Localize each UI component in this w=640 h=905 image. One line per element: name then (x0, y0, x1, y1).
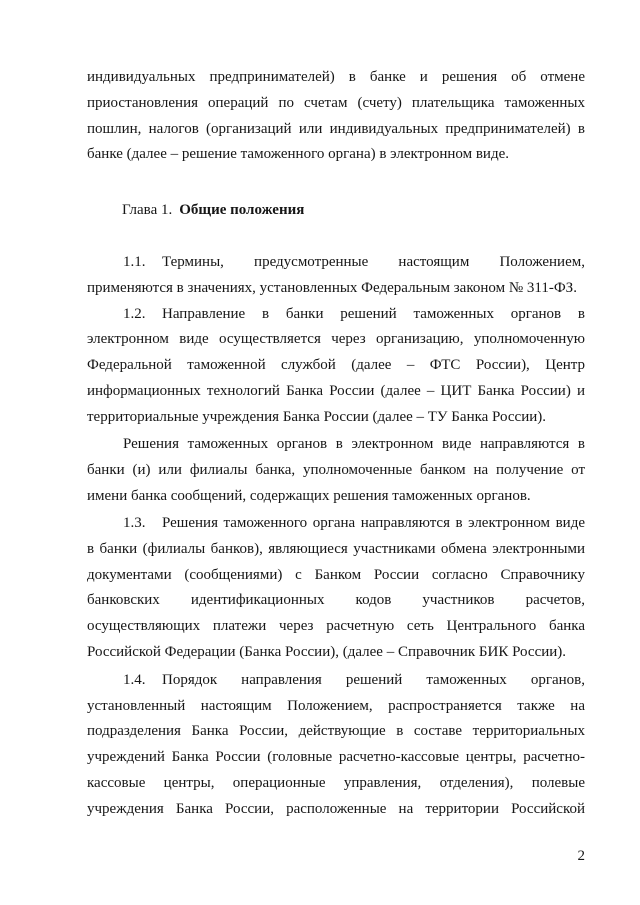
text-line: банке (далее – решение таможенного органа) в электронном виде. (87, 146, 509, 163)
page-number: 2 (577, 848, 585, 864)
section-number: 1.1. (123, 253, 146, 270)
text-line: имени банка сообщений, содержащих решения таможенных органов. (87, 487, 531, 504)
text-line: в банки (филиалы банков), являющиеся участниками обмена электронными (87, 540, 585, 557)
text-line: банки (и) или филиалы банка, уполномоченные банком на получение от (87, 461, 585, 478)
text-line: индивидуальных предпринимателей) в банке и решения об отмене (87, 69, 585, 85)
chapter-label: Глава 1. (122, 202, 173, 219)
text-line: кассовые центры, операционные управления, отделения), полевые (87, 774, 585, 791)
intro-paragraph (87, 65, 585, 168)
section-number: 1.3. (123, 514, 146, 531)
section-1-3 (87, 511, 585, 666)
text-line: учреждения Банка России, расположенные на территории Российской (87, 800, 585, 817)
text-line: Российской Федерации (Банка России), (далее – Справочник БИК России). (87, 643, 567, 660)
text-line: информационных технологий Банка России (далее – ЦИТ Банка России) и (87, 382, 585, 399)
document-body (87, 65, 585, 823)
section-1-4 (87, 668, 585, 823)
section-number: 1.4. (123, 671, 146, 688)
text-line: пошлин, налогов (организаций или индивидуальных предпринимателей) в (87, 120, 585, 137)
text-line: Федеральной таможенной службой (далее – ФТС России), Центр (87, 357, 585, 374)
chapter-title: Общие положения (179, 202, 305, 219)
text-line: Порядок направления решений таможенных органов, (162, 671, 585, 688)
text-line: территориальные учреждения Банка России (далее – ТУ Банка России). (87, 408, 547, 425)
text-line: Решения таможенного органа направляются в электронном виде (162, 514, 585, 531)
section-first-line (87, 668, 585, 694)
text-line: учреждений Банка России (головные расчетно-кассовые центры, расчетно- (87, 749, 585, 766)
text-line: осуществляющих платежи через расчетную сеть Центрального банка (87, 618, 585, 635)
text-line: электронном виде осуществляется через организацию, уполномоченную (87, 331, 585, 348)
text-line: банковских идентификационных кодов участников расчетов, (87, 592, 585, 609)
text-line: установленный настоящим Положением, распространяется также на (87, 697, 585, 714)
paragraph-decisions (87, 432, 585, 509)
section-1-1 (87, 250, 585, 302)
text-line: документами (сообщениями) с Банком России согласно Справочнику (87, 566, 585, 583)
chapter-heading (87, 198, 585, 224)
text-line: Термины, предусмотренные настоящим Положением, (162, 253, 585, 270)
section-first-line (87, 250, 585, 276)
section-first-line (87, 302, 585, 328)
text-line: приостановления операций по счетам (счету) плательщика таможенных (87, 94, 585, 111)
text-line: применяются в значениях, установленных Федеральным законом № 311-ФЗ. (87, 279, 577, 296)
text-line: Направление в банки решений таможенных органов в (162, 305, 585, 322)
section-1-2 (87, 302, 585, 431)
text-line: Решения таможенных органов в электронном виде направляются в (123, 436, 585, 453)
section-number: 1.2. (123, 305, 146, 322)
text-line: подразделения Банка России, действующие в составе территориальных (87, 723, 585, 740)
section-first-line (87, 511, 585, 537)
